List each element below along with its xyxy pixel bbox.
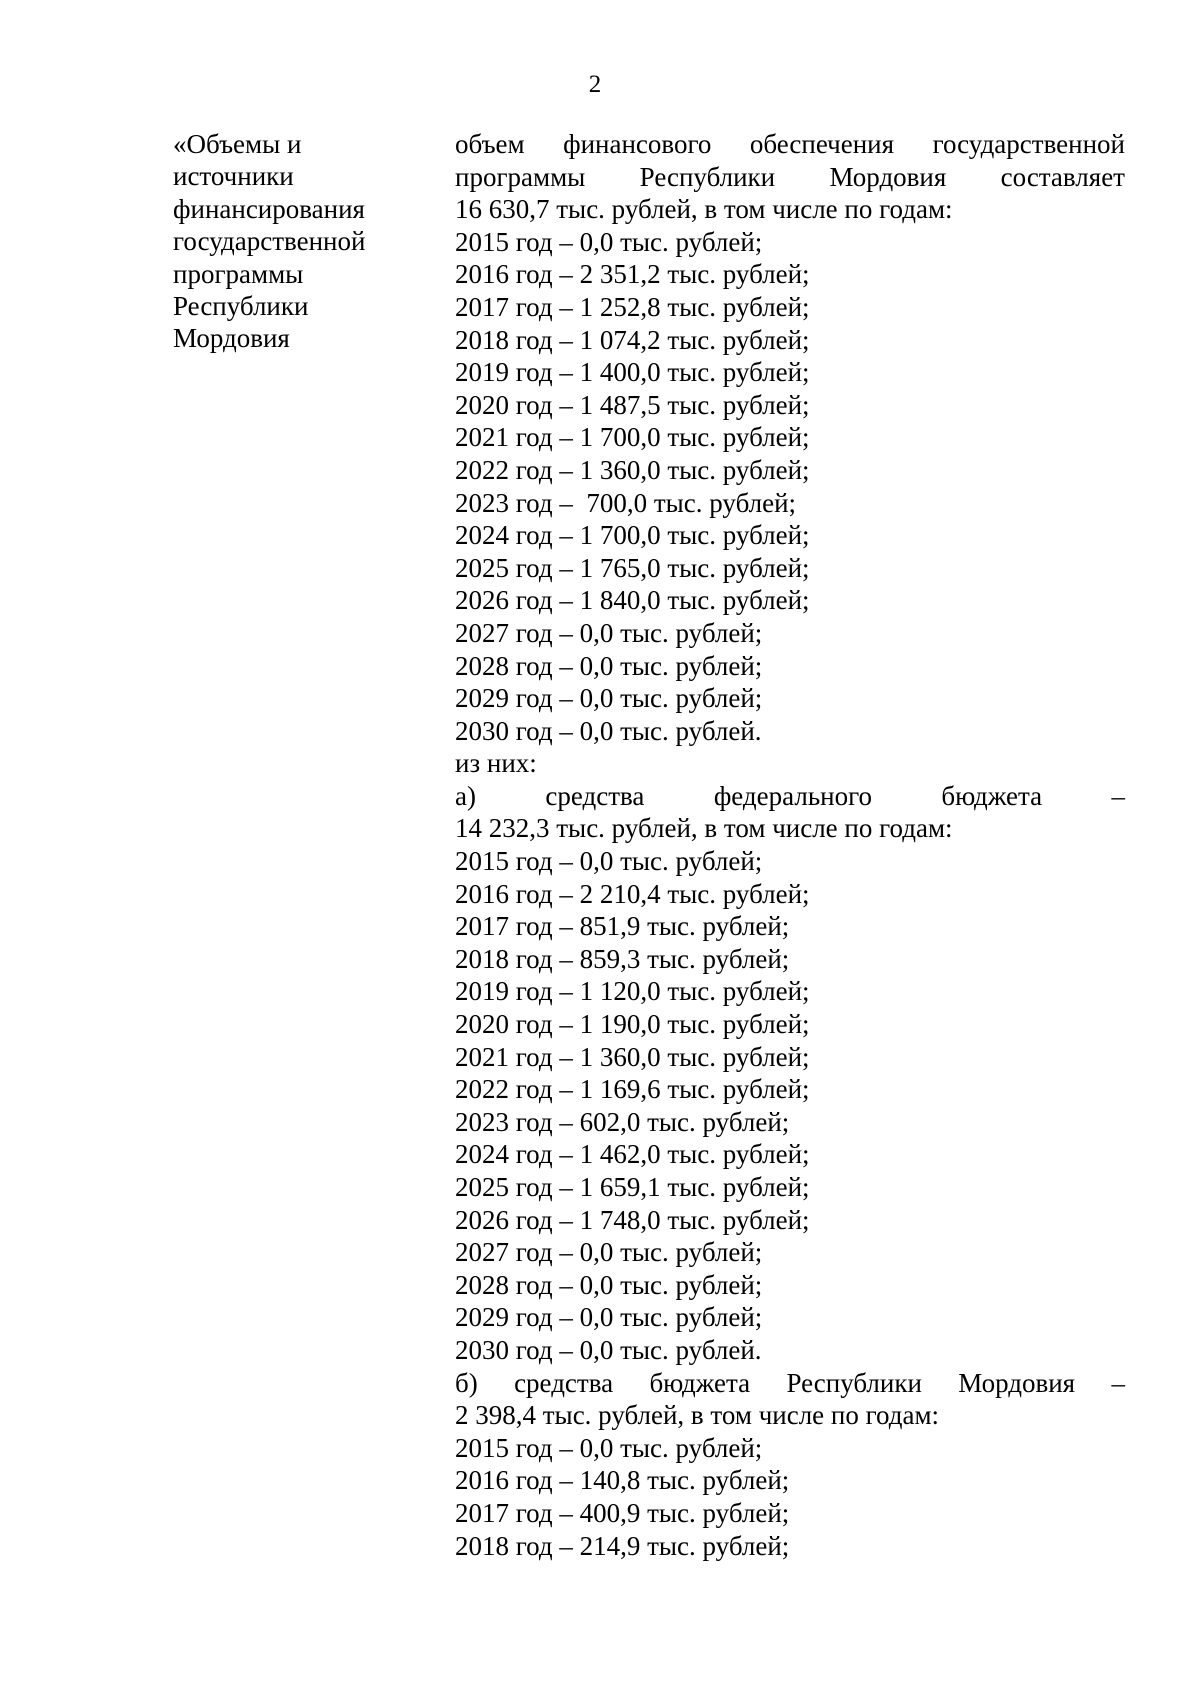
year-item: 2015 год – 0,0 тыс. рублей; (455, 846, 763, 877)
year-item: 2019 год – 1 120,0 тыс. рублей; (455, 976, 810, 1007)
total-years-list (455, 226, 1125, 748)
word: программы (455, 161, 586, 192)
year-item: 2020 год – 1 487,5 тыс. рублей; (455, 389, 810, 420)
federal-total: 14 232,3 тыс. рублей, в том числе по годам: (455, 813, 953, 844)
year-item: 2018 год – 214,9 тыс. рублей; (455, 1530, 790, 1561)
year-item: 2020 год – 1 190,0 тыс. рублей; (455, 1009, 810, 1040)
word: федерального (713, 780, 873, 811)
year-item: 2030 год – 0,0 тыс. рублей. (455, 715, 762, 746)
regional-header (455, 1367, 1125, 1400)
word: Республики (786, 1367, 922, 1398)
year-item: 2029 год – 0,0 тыс. рублей; (455, 1302, 763, 1333)
word: объем (455, 129, 525, 159)
section-heading (173, 128, 428, 355)
word: бюджета (649, 1367, 751, 1398)
word: финансового (563, 129, 712, 159)
of-them-label: из них: (455, 748, 537, 779)
word: средства (545, 780, 645, 811)
year-item: 2023 год – 602,0 тыс. рублей; (455, 1106, 790, 1137)
year-item: 2019 год – 1 400,0 тыс. рублей; (455, 357, 810, 388)
federal-years-list (455, 845, 1125, 1367)
year-item: 2026 год – 1 748,0 тыс. рублей; (455, 1204, 810, 1235)
word: составляет (1000, 161, 1125, 192)
year-item: 2016 год – 2 351,2 тыс. рублей; (455, 259, 810, 290)
word: государственной (932, 129, 1125, 159)
heading-line: государственной (173, 226, 366, 257)
year-item: 2023 год – 700,0 тыс. рублей; (455, 487, 797, 518)
year-item: 2017 год – 400,9 тыс. рублей; (455, 1497, 790, 1528)
word: – (1111, 1367, 1125, 1398)
heading-line: Мордовия (173, 323, 290, 354)
word: Мордовия (958, 1367, 1076, 1398)
word: бюджета (941, 780, 1043, 811)
year-item: 2027 год – 0,0 тыс. рублей; (455, 617, 763, 648)
year-item: 2024 год – 1 462,0 тыс. рублей; (455, 1139, 810, 1170)
year-item: 2015 год – 0,0 тыс. рублей; (455, 1432, 763, 1463)
intro-line-3: 16 630,7 тыс. рублей, в том числе по годам: (455, 194, 953, 225)
funding-description (455, 128, 1125, 1562)
year-item: 2021 год – 1 700,0 тыс. рублей; (455, 422, 810, 453)
heading-line: «Объемы и (173, 129, 302, 159)
year-item: 2027 год – 0,0 тыс. рублей; (455, 1237, 763, 1268)
year-item: 2025 год – 1 659,1 тыс. рублей; (455, 1172, 810, 1202)
year-item: 2016 год – 140,8 тыс. рублей; (455, 1465, 790, 1496)
heading-line: источники (173, 161, 294, 192)
year-item: 2028 год – 0,0 тыс. рублей; (455, 650, 763, 681)
intro-line-2 (455, 161, 1125, 194)
word: – (1111, 780, 1125, 811)
word: обеспечения (749, 129, 895, 159)
year-item: 2022 год – 1 360,0 тыс. рублей; (455, 454, 810, 485)
year-item: 2017 год – 851,9 тыс. рублей; (455, 911, 790, 942)
heading-line: финансирования (173, 193, 365, 224)
word: средства (514, 1367, 614, 1398)
year-item: 2030 год – 0,0 тыс. рублей. (455, 1334, 762, 1365)
federal-header (455, 780, 1125, 813)
year-item: 2016 год – 2 210,4 тыс. рублей; (455, 878, 810, 909)
word: а) (455, 780, 476, 811)
year-item: 2017 год – 1 252,8 тыс. рублей; (455, 291, 810, 322)
page-number: 2 (588, 71, 602, 98)
year-item: 2021 год – 1 360,0 тыс. рублей; (455, 1041, 810, 1072)
year-item: 2025 год – 1 765,0 тыс. рублей; (455, 552, 810, 583)
regional-total: 2 398,4 тыс. рублей, в том числе по годам: (455, 1400, 940, 1431)
regional-years-list (455, 1432, 1125, 1562)
word: б) (455, 1367, 478, 1398)
year-item: 2026 год – 1 840,0 тыс. рублей; (455, 585, 810, 616)
heading-line: Республики (173, 291, 309, 322)
year-item: 2024 год – 1 700,0 тыс. рублей; (455, 520, 810, 551)
year-item: 2018 год – 1 074,2 тыс. рублей; (455, 324, 810, 355)
word: Республики (639, 161, 776, 192)
year-item: 2018 год – 859,3 тыс. рублей; (455, 943, 790, 974)
year-item: 2029 год – 0,0 тыс. рублей; (455, 683, 763, 714)
intro-line-1 (455, 128, 1125, 161)
year-item: 2022 год – 1 169,6 тыс. рублей; (455, 1074, 810, 1105)
heading-line: программы (173, 258, 304, 289)
year-item: 2015 год – 0,0 тыс. рублей; (455, 226, 763, 257)
word: Мордовия (829, 161, 947, 192)
year-item: 2028 год – 0,0 тыс. рублей; (455, 1269, 763, 1300)
